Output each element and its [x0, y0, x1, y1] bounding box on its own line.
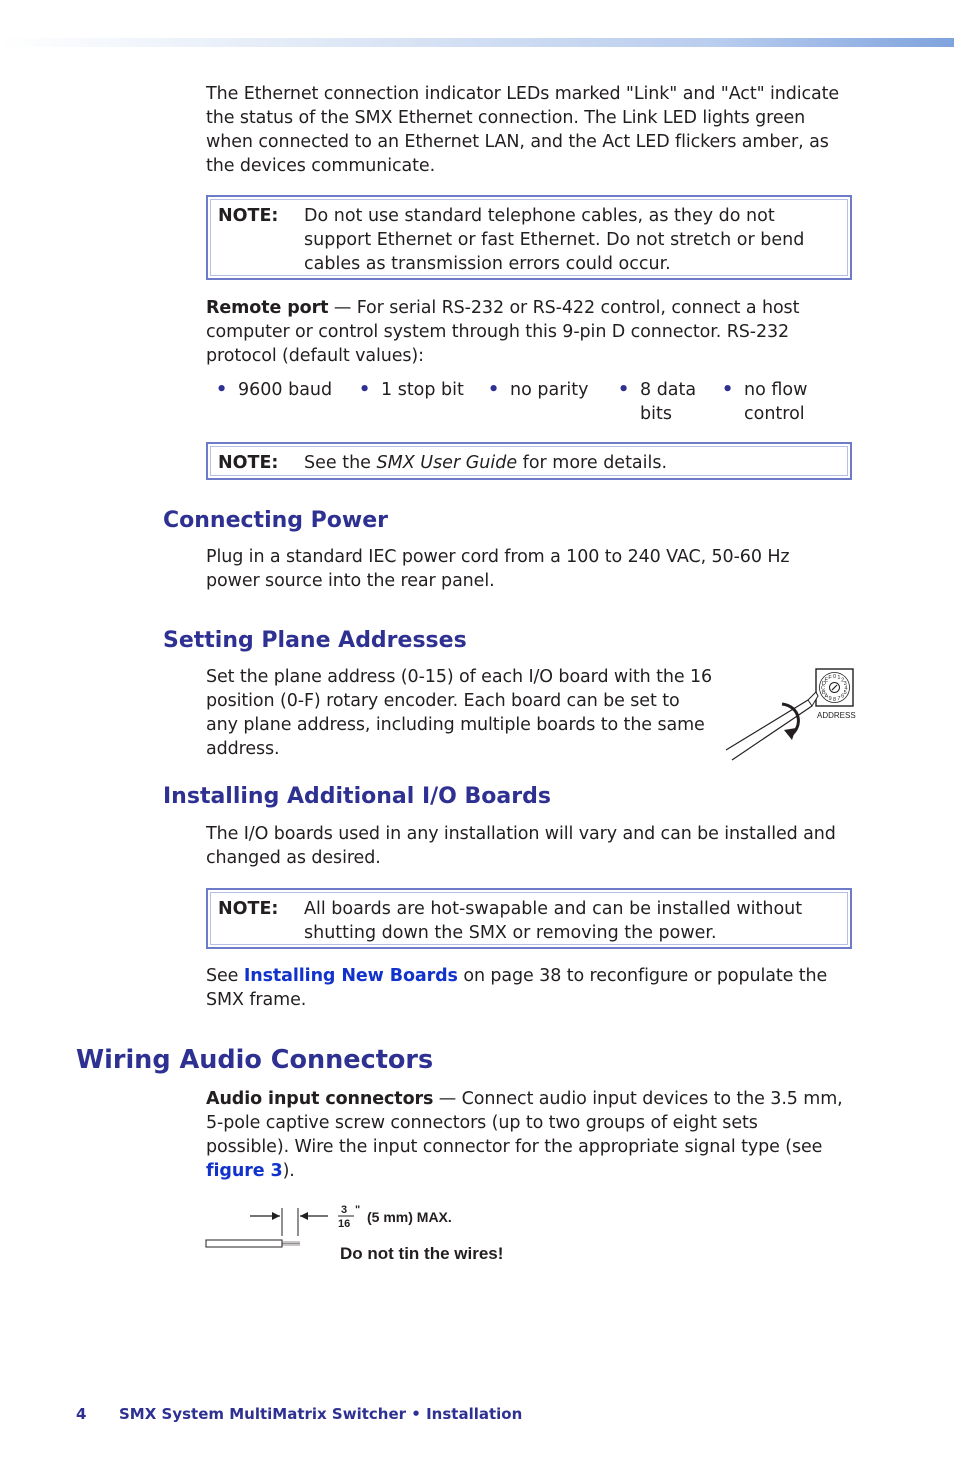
dial-digit: D — [821, 681, 826, 688]
bullet-dot: • — [618, 380, 630, 400]
power-paragraph: Plug in a standard IEC power cord from a 100 to 240 VAC, 50-60 Hz power source into the rear panel. — [206, 547, 790, 591]
bullet-dot: • — [722, 380, 734, 400]
installing-new-boards-link[interactable]: Installing New Boards — [243, 966, 458, 986]
note-text-pre: See the — [304, 453, 377, 473]
bullet-text: 1 stop bit — [381, 380, 464, 400]
bullet-text: 9600 baud — [238, 380, 333, 400]
bullet-text: no flow control — [744, 380, 808, 424]
audio-text-2: ). — [282, 1161, 295, 1181]
screwdriver-edge-top — [726, 700, 808, 750]
heading-installing-io-boards: Installing Additional I/O Boards — [163, 784, 551, 809]
heading-connecting-power: Connecting Power — [163, 508, 389, 533]
bullet-text: 8 data bits — [640, 380, 697, 424]
note-text-post: for more details. — [517, 453, 668, 473]
dial-digit: 6 — [841, 693, 845, 700]
bullet-dot: • — [488, 380, 500, 400]
dial-digit: A — [824, 693, 829, 700]
note-label: NOTE: — [218, 453, 279, 473]
dial-digit: 0 — [832, 674, 837, 680]
dial-digit: 4 — [844, 685, 848, 692]
heading-wiring-audio-connectors: Wiring Audio Connectors — [76, 1045, 434, 1075]
audio-input-paragraph — [206, 1087, 846, 1183]
fraction-numerator: 3 — [341, 1204, 348, 1216]
boards-paragraph: The I/O boards used in any installation will vary and can be installed and changed as desired. — [206, 824, 836, 868]
bullet-dot: • — [359, 380, 371, 400]
footer-title: SMX System MultiMatrix Switcher • Installation — [119, 1405, 523, 1423]
header-gradient-bar — [0, 38, 954, 47]
fraction-denominator: 16 — [338, 1218, 351, 1230]
dial-digit: 1 — [837, 674, 841, 681]
inch-mark: " — [355, 1204, 361, 1216]
audio-text-1: — Connect audio input devices to the 3.5 mm, 5-pole captive screw connectors (up to two groups of eight sets possible). Wire the input connector for the appropriate signal type (see — [206, 1089, 843, 1157]
address-label: ADDRESS — [817, 711, 856, 720]
dial-digit: 5 — [843, 689, 847, 696]
bullet-text: no parity — [510, 380, 589, 400]
see-text-post: on page 38 to reconfigure or populate the SMX frame. — [206, 966, 828, 1010]
intro-paragraph: The Ethernet connection indicator LEDs marked "Link" and "Act" indicate the status of the SMX Ethernet connection. The Link LED lights green when connected to an Ethernet LAN, and the Act LED flickers amber, as the devices communicate. — [206, 84, 840, 176]
wire-insulation — [206, 1240, 282, 1247]
note-user-guide — [206, 442, 852, 480]
heading-setting-plane-addresses: Setting Plane Addresses — [163, 628, 467, 653]
remote-port-text: — For serial RS-232 or RS-422 control, connect a host computer or control system through this 9-pin D connector. RS-232 protocol (default values): — [206, 298, 800, 366]
note-text — [304, 451, 840, 475]
figure-3-link[interactable]: figure 3 — [206, 1161, 283, 1181]
note-label: NOTE: — [218, 206, 279, 226]
note-telephone-cables — [206, 195, 852, 280]
remote-port-paragraph — [206, 296, 846, 368]
dial-digit: 3 — [843, 681, 847, 688]
note-user-guide-title: SMX User Guide — [376, 453, 518, 473]
note-hot-swapable — [206, 888, 852, 949]
dial-digit: 7 — [837, 696, 841, 703]
bullet-dot: • — [216, 380, 228, 400]
dial-digit: 9 — [828, 696, 832, 703]
dimension-arrowhead-left — [272, 1212, 280, 1220]
plane-paragraph: Set the plane address (0-15) of each I/O board with the 16 position (0-F) rotary encoder. Each board can be set to any plane address, including multiple boards to the same address. — [206, 667, 713, 759]
note-text: Do not use standard telephone cables, as they do not support Ethernet or fast Ethernet. Do not stretch or bend cables as transmission errors could occur. — [304, 206, 805, 274]
rotary-encoder-figure — [722, 666, 862, 766]
audio-input-title: Audio input connectors — [206, 1089, 434, 1109]
dimension-arrowhead-right — [300, 1212, 308, 1220]
see-text-pre: See — [206, 966, 244, 986]
dial-digit: 2 — [841, 677, 845, 684]
see-installing-paragraph — [206, 964, 851, 1012]
note-text: All boards are hot-swapable and can be installed without shutting down the SMX or removing the power. — [304, 899, 803, 943]
screwdriver-edge-bottom — [732, 706, 812, 760]
page-number: 4 — [76, 1405, 87, 1423]
dial-digit: F — [828, 674, 832, 681]
do-not-tin-warning: Do not tin the wires! — [340, 1244, 504, 1263]
dial-digit: C — [821, 685, 825, 692]
dial-digit: E — [824, 677, 829, 684]
remote-port-title: Remote port — [206, 298, 329, 318]
wire-strip-figure — [200, 1200, 560, 1270]
note-label: NOTE: — [218, 899, 279, 919]
max-length-label: (5 mm) MAX. — [367, 1209, 452, 1225]
dial-digit: 8 — [832, 697, 837, 703]
dial-digit: B — [822, 689, 826, 696]
